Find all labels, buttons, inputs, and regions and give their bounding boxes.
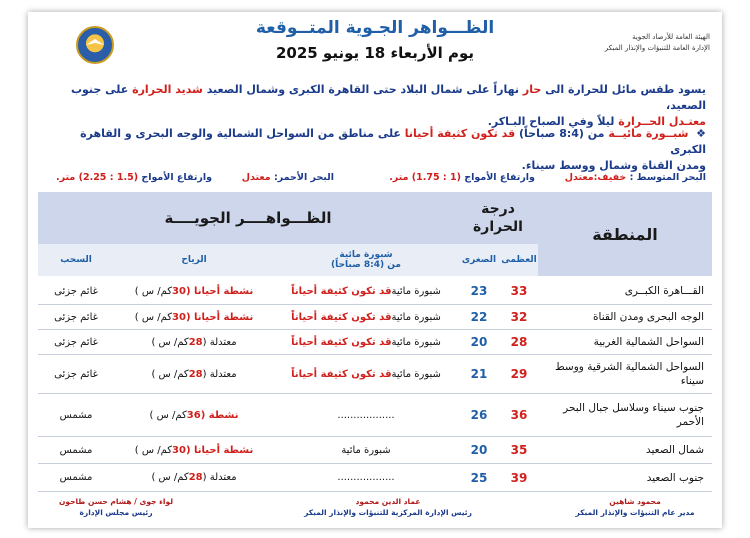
signature-1: محمود شاهين مدير عام التنبؤات والإنذار المبكر: [575, 497, 695, 517]
org-line-1: الهيئة العامة للأرصاد الجوية: [632, 33, 710, 41]
organization-name: [540, 32, 710, 54]
fog-cell: شبورة مائية قد تكون كثيفة أحياناً: [291, 311, 441, 323]
column-header-region: المنطقة: [538, 192, 712, 276]
region-cell: الوجه البحرى ومدن القناة: [593, 311, 704, 323]
subheader-max: العظمى: [500, 244, 538, 276]
min-temp-cell: 22: [470, 310, 488, 324]
wind-cell: نشطة ( 36 كم/ س ): [149, 409, 239, 421]
cloud-cell: غائم جزئى: [54, 285, 98, 297]
max-temp-cell: 29: [510, 367, 528, 381]
fog-cell: شبورة مائية قد تكون كثيفة أحياناً: [291, 285, 441, 297]
fog-cell: ..................: [337, 409, 395, 421]
wind-cell: نشطة أحيانا ( 30 كم/ س ): [134, 444, 254, 456]
region-cell: السواحل الشمالية الشرقية ووسط سيناء: [554, 361, 704, 387]
subheader-fog: شبورة مائية من (8:4 صباحاً): [274, 244, 458, 276]
max-temp-cell: 33: [510, 284, 528, 298]
forecast-sheet: [28, 12, 722, 528]
signature-2: عماد الدين محمود رئيس الإدارة المركزية للتنبؤات والإنذار المبكر: [304, 497, 472, 517]
page-title: الظـــواهر الجـوية المتــوقعة: [255, 18, 495, 38]
min-temp-cell: 23: [470, 284, 488, 298]
column-header-phenomena: الظـــواهــــر الجويــــة: [38, 192, 458, 244]
max-temp-cell: 35: [510, 443, 528, 457]
region-cell: القـــاهرة الكبــرى: [624, 285, 704, 297]
wind-cell: معتدلة ( 28 كم/ س ): [151, 336, 237, 348]
forecast-paragraph-2: ❖ شبــورة مائيــة من (8:4 صباحاً) قد تكون كثيفة أحيانا على مناطق من السواحل الشمالية والوجه البحرى و القاهرة الكبرى ومدن القناة وشمال ووسط سيناء.: [80, 127, 706, 172]
org-line-2: الإدارة العامة للتنبؤات والإنذار المبكر: [604, 44, 710, 52]
forecast-paragraph-1: يسود طقس مائل للحرارة الى حار نهاراً على شمال البلاد حتى القاهرة الكبرى وشمال الصعيد شديد الحرارة على جنوب الصعيد، معتـدل الحــرارة ليلاً وفي الصباح البـاكر.: [70, 83, 706, 128]
min-temp-cell: 25: [470, 470, 488, 485]
max-temp-cell: 39: [510, 470, 528, 485]
signature-3: لواء جوى / هشام حسن طاحون رئيس مجلس الإدارة: [58, 497, 174, 517]
header: [28, 12, 722, 80]
region-cell: السواحل الشمالية الغربية: [593, 336, 704, 348]
cloud-cell: غائم جزئى: [54, 336, 98, 348]
region-cell: شمال الصعيد: [645, 444, 704, 456]
wind-cell: معتدلة ( 28 كم/ س ): [151, 472, 237, 483]
min-temp-cell: 26: [470, 408, 488, 422]
max-temp-cell: 28: [510, 335, 528, 349]
forecast-table: [38, 192, 712, 493]
cloud-cell: غائم جزئى: [54, 311, 98, 323]
cloud-cell: مشمس: [59, 444, 93, 456]
wind-cell: نشطة أحيانا ( 30 كم/ س ): [134, 285, 254, 297]
subheader-min: الصغرى: [458, 244, 500, 276]
table-row-divider: [38, 491, 712, 492]
mediterranean-sea-state: البحر المتوسط : خفيف:معتدل وارتفاع الأمواج (1 : 1.75) متر.: [389, 172, 706, 183]
min-temp-cell: 21: [470, 367, 488, 381]
column-header-temperature: درجة الحرارة: [458, 192, 538, 244]
forecast-date: يوم الأربعاء 18 يونيو 2025: [275, 44, 475, 62]
min-temp-cell: 20: [470, 443, 488, 457]
max-temp-cell: 36: [510, 408, 528, 422]
wind-cell: معتدلة ( 28 كم/ س ): [151, 368, 237, 380]
min-temp-cell: 20: [470, 335, 488, 349]
cloud-cell: مشمس: [59, 409, 93, 421]
fog-cell: شبورة مائية: [341, 444, 391, 456]
red-sea-state: البحر الأحمر: معتدل وارتفاع الأمواج (1.5 : 2.25) متر.: [56, 172, 334, 183]
fog-cell: ..................: [337, 472, 395, 483]
wind-cell: نشطة أحيانا ( 30 كم/ س ): [134, 311, 254, 323]
region-cell: جنوب الصعيد: [646, 471, 704, 484]
subheader-clouds: السحب: [38, 244, 114, 276]
region-cell: جنوب سيناء وسلاسل جبال البحر الأحمر: [563, 402, 704, 428]
bullet-icon: ❖: [696, 127, 706, 140]
fog-cell: شبورة مائية قد تكون كثيفة أحياناً: [291, 368, 441, 380]
max-temp-cell: 32: [510, 310, 528, 324]
fog-cell: شبورة مائية قد تكون كثيفة أحياناً: [291, 336, 441, 348]
subheader-wind: الرياح: [114, 244, 274, 276]
cloud-cell: مشمس: [59, 472, 93, 483]
cloud-cell: غائم جزئى: [54, 368, 98, 380]
